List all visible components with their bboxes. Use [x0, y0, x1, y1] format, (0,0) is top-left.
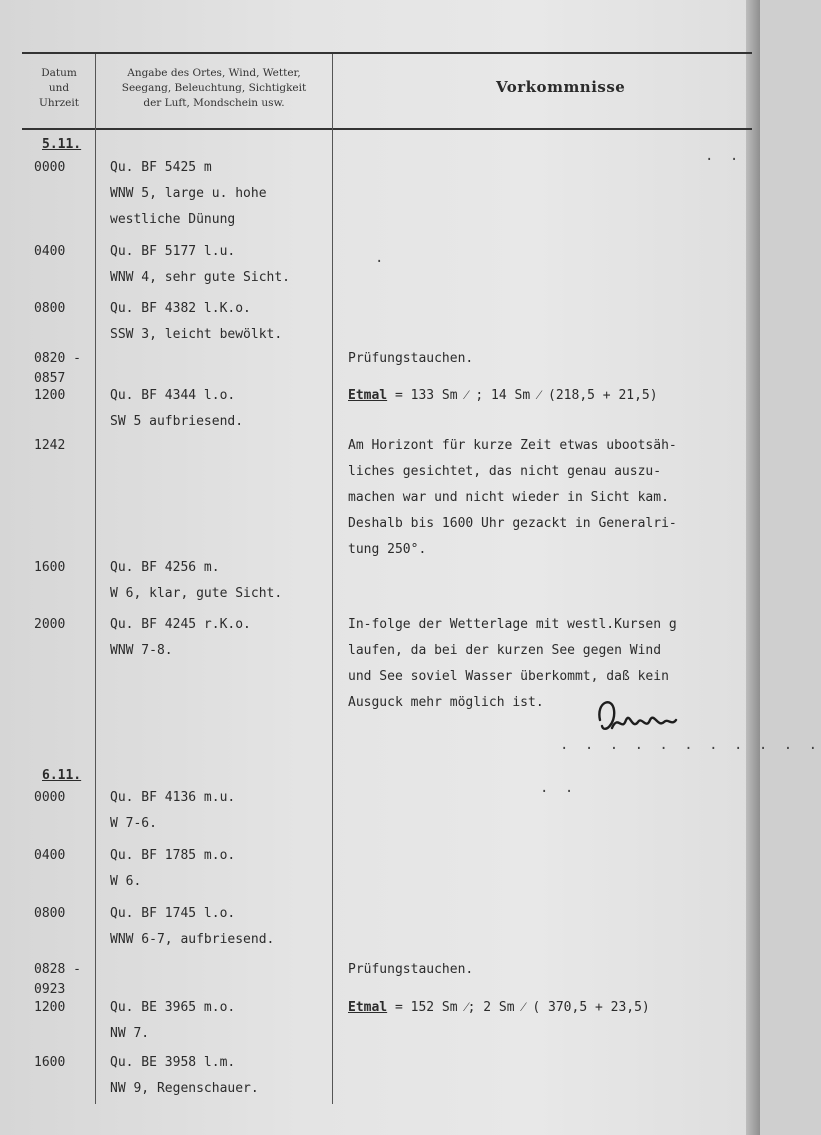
etmal-line: [348, 383, 658, 409]
position-weather-line: WNW 7-8.: [110, 643, 173, 658]
event-line: und See soviel Wasser überkommt, daß kein: [348, 669, 669, 684]
event-line: Deshalb bis 1600 Uhr gezackt in Generalri-: [348, 516, 677, 531]
event-line: liches gesichtet, das nicht genau auszu-: [348, 464, 662, 479]
log-time: 1242: [34, 438, 66, 453]
position-weather-line: WNW 5, large u. hohe: [110, 186, 267, 201]
position-weather-line: SSW 3, leicht bewölkt.: [110, 327, 283, 342]
log-time: 0800: [34, 906, 66, 921]
log-time: 0000: [34, 160, 66, 175]
event-line: tung 250°.: [348, 542, 427, 557]
position-weather-line: Qu. BE 3965 m.o.: [110, 1000, 236, 1015]
etmal-label: Etmal: [348, 388, 388, 403]
log-time: 0828 -: [34, 962, 81, 977]
position-weather-line: W 6, klar, gute Sicht.: [110, 586, 283, 601]
log-time-end: 0923: [34, 982, 66, 997]
position-weather-line: Qu. BE 3958 l.m.: [110, 1055, 236, 1070]
header-col-events: Vorkommnisse: [496, 78, 626, 96]
log-time: 0400: [34, 848, 66, 863]
position-weather-line: Qu. BF 4256 m.: [110, 560, 220, 575]
position-weather-line: NW 9, Regenschauer.: [110, 1081, 259, 1096]
event-line: laufen, da bei der kurzen See gegen Wind: [348, 643, 662, 658]
log-time: 1200: [34, 1000, 66, 1015]
event-line: Am Horizont für kurze Zeit etwas ubootsäh-: [348, 438, 677, 453]
position-weather-line: Qu. BF 4344 l.o.: [110, 388, 236, 403]
position-weather-line: Qu. BF 4382 l.K.o.: [110, 301, 251, 316]
log-time: 0820 -: [34, 351, 81, 366]
position-weather-line: NW 7.: [110, 1026, 150, 1041]
log-time: 0400: [34, 244, 66, 259]
event-line: Ausguck mehr möglich ist.: [348, 695, 544, 710]
page-edge-shadow: [746, 0, 760, 1135]
position-weather-line: westliche Dünung: [110, 212, 236, 227]
position-weather-line: Qu. BF 4245 r.K.o.: [110, 617, 251, 632]
position-weather-line: W 6.: [110, 874, 142, 889]
etmal-line: [348, 995, 650, 1021]
log-date: 6.11.: [42, 768, 82, 783]
log-time: 0800: [34, 301, 66, 316]
log-date: 5.11.: [42, 137, 82, 152]
position-weather-line: Qu. BF 1745 l.o.: [110, 906, 236, 921]
log-time-end: 0857: [34, 371, 66, 386]
header-col-date: Datum und Uhrzeit: [39, 67, 79, 109]
stray-marks: . .: [705, 148, 743, 164]
position-weather-line: Qu. BF 5177 l.u.: [110, 244, 236, 259]
position-weather-line: Qu. BF 5425 m: [110, 160, 212, 175]
dotted-leader: . . . . . . . . . . .: [560, 737, 821, 753]
event-line: machen war und nicht wieder in Sicht kam.: [348, 490, 669, 505]
log-time: 0000: [34, 790, 66, 805]
position-weather-line: SW 5 aufbriesend.: [110, 414, 244, 429]
log-time: 1600: [34, 1055, 66, 1070]
position-weather-line: W 7-6.: [110, 816, 157, 831]
column-divider-2: [332, 54, 333, 1104]
position-weather-line: WNW 4, sehr gute Sicht.: [110, 270, 291, 285]
event-line: Prüfungstauchen.: [348, 962, 474, 977]
log-time: 1600: [34, 560, 66, 575]
table-top-rule: [22, 52, 752, 54]
etmal-label: Etmal: [348, 1000, 388, 1015]
stray-marks: . .: [540, 780, 578, 796]
header-col-position: Angabe des Ortes, Wind, Wetter, Seegang, Beleuchtung, Sichtigkeit der Luft, Mondschein usw.: [121, 67, 307, 109]
event-line: In-folge der Wetterlage mit westl.Kursen g: [348, 617, 677, 632]
etmal-value: = 133 Sm ⁄ ; 14 Sm ⁄ (218,5 + 21,5): [387, 388, 658, 403]
position-weather-line: Qu. BF 1785 m.o.: [110, 848, 236, 863]
log-time: 1200: [34, 388, 66, 403]
position-weather-line: WNW 6-7, aufbriesend.: [110, 932, 275, 947]
column-divider-1: [95, 54, 96, 1104]
event-line: Prüfungstauchen.: [348, 351, 474, 366]
position-weather-line: Qu. BF 4136 m.u.: [110, 790, 236, 805]
stray-marks: .: [375, 250, 388, 266]
header-bottom-rule: [22, 128, 752, 130]
signature-mark: [590, 690, 685, 745]
log-time: 2000: [34, 617, 66, 632]
etmal-value: = 152 Sm ⁄; 2 Sm ⁄ ( 370,5 + 23,5): [387, 1000, 650, 1015]
